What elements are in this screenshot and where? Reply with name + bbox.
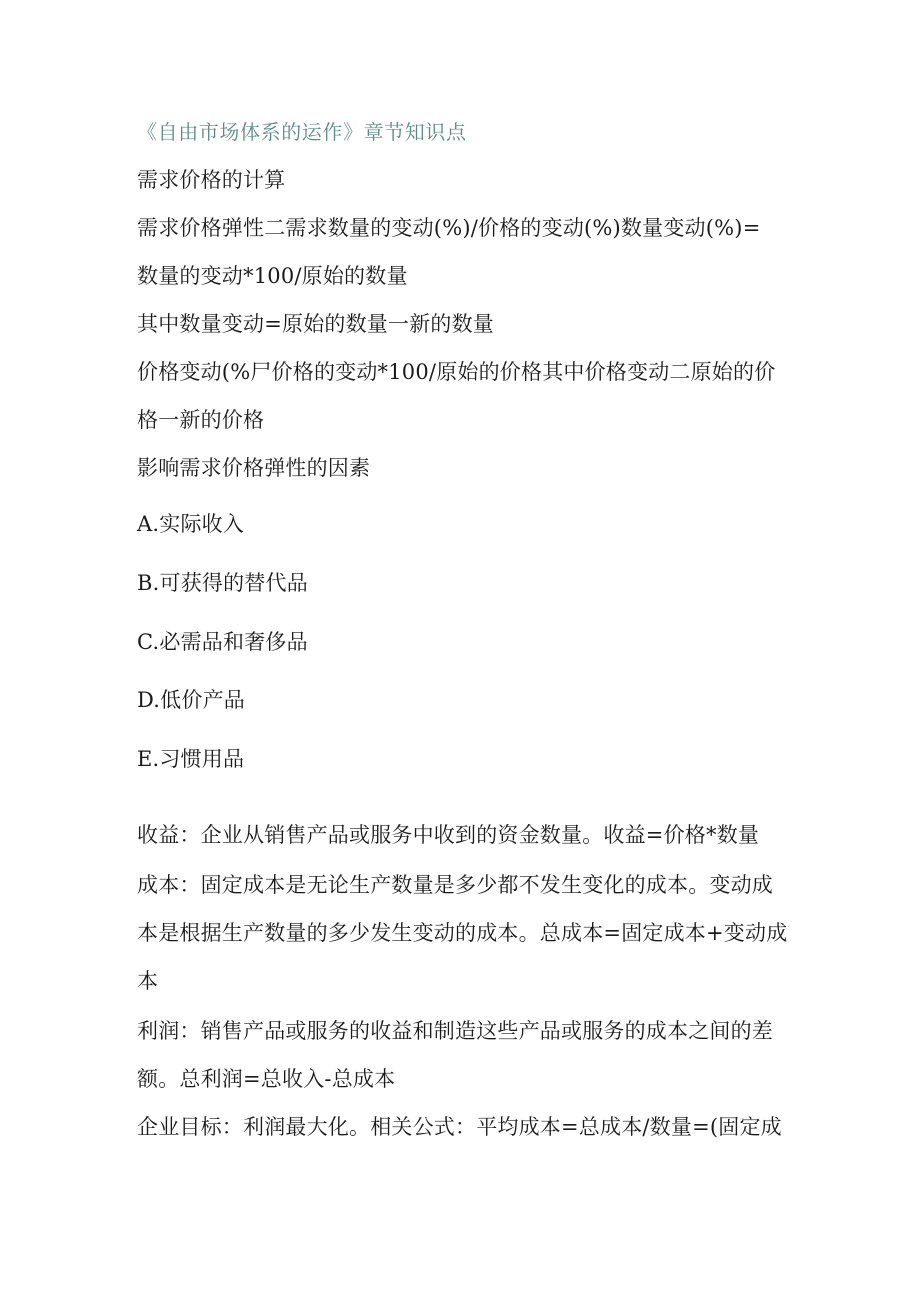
paragraph-cost: 本是根据生产数量的多少发生变动的成本。总成本=固定成本+变动成	[137, 921, 788, 945]
paragraph-line: 其中数量变动=原始的数量一新的数量	[137, 312, 494, 336]
paragraph-cost: 成本：固定成本是无论生产数量是多少都不发生变化的成本。变动成	[137, 873, 773, 897]
paragraph-goal: 企业目标：利润最大化。相关公式：平均成本=总成本/数量=(固定成	[137, 1115, 782, 1139]
list-item: D.低价产品	[137, 688, 245, 712]
paragraph-profit: 额。总利润=总收入-总成本	[137, 1067, 396, 1091]
paragraph-line: 数量的变动*100/原始的数量	[137, 264, 408, 288]
paragraph-line: 价格变动(%尸价格的变动*100/原始的价格其中价格变动二原始的价	[137, 360, 776, 384]
paragraph-line: 需求价格弹性二需求数量的变动(%)/价格的变动(%)数量变动(%)=	[137, 216, 761, 240]
section-heading-elasticity-factors: 影响需求价格弹性的因素	[137, 456, 371, 480]
section-heading-demand-price: 需求价格的计算	[137, 168, 286, 192]
paragraph-line: 格一新的价格	[137, 408, 265, 432]
paragraph-profit: 利润：销售产品或服务的收益和制造这些产品或服务的成本之间的差	[137, 1019, 773, 1043]
document-title: 《自由市场体系的运作》章节知识点	[137, 120, 467, 144]
paragraph-revenue: 收益：企业从销售产品或服务中收到的资金数量。收益=价格*数量	[137, 823, 760, 847]
list-item: A.实际收入	[137, 512, 245, 536]
list-item: E.习惯用品	[137, 747, 245, 771]
list-item: C.必需品和奢侈品	[137, 630, 308, 654]
paragraph-cost: 本	[137, 969, 159, 993]
list-item: B.可获得的替代品	[137, 571, 308, 595]
